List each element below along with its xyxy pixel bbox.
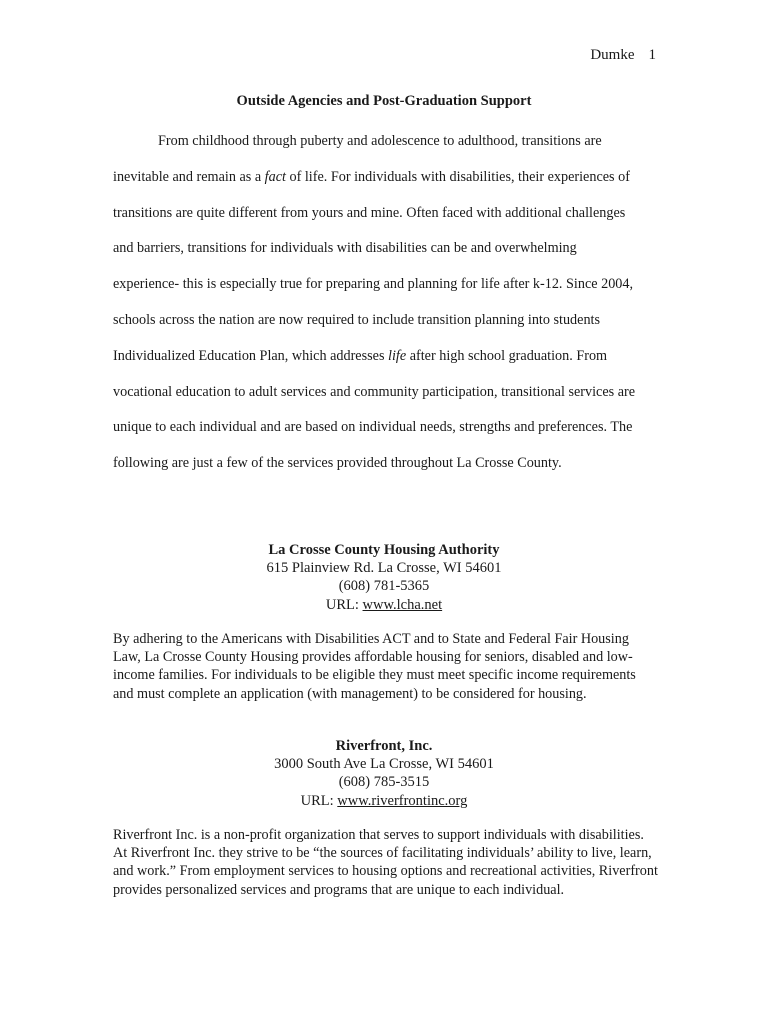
agency-url-line (0, 792, 768, 810)
intro-emphasis-fact: fact (264, 168, 286, 185)
agency-url-link[interactable]: www.lcha.net (362, 596, 443, 613)
agency-phone: (608) 785-3515 (338, 774, 430, 791)
agency-url-label: URL: (325, 596, 363, 613)
agency-address: 3000 South Ave La Crosse, WI 54601 (274, 756, 494, 773)
agency-name: Riverfront, Inc. (335, 738, 433, 754)
agency-name: La Crosse County Housing Authority (268, 542, 500, 558)
intro-text-part3: after high school graduation. From vocational education to adult services and community participation, transitional services are unique to each individual and are based on individual needs, strengths and preferences. The following are just a few of the services provided throughout La Crosse County. (113, 347, 636, 472)
intro-paragraph (113, 124, 645, 482)
agency-url-link[interactable]: www.riverfrontinc.org (337, 792, 468, 809)
page-number: 1 (648, 47, 656, 63)
agency-block-riverfront (0, 737, 768, 810)
running-header (590, 47, 656, 64)
intro-emphasis-life: life (388, 347, 407, 364)
agency-phone: (608) 781-5365 (338, 578, 430, 595)
agency-url-line (0, 596, 768, 614)
header-author: Dumke (590, 47, 635, 63)
agency-url-label: URL: (300, 792, 338, 809)
agency-description-housing-authority (113, 630, 658, 703)
intro-section (113, 124, 645, 482)
agency-description-riverfront (113, 826, 658, 899)
agency-address: 615 Plainview Rd. La Crosse, WI 54601 (266, 560, 502, 577)
agency-description-text: By adhering to the Americans with Disabilities ACT and to State and Federal Fair Housing Law, La Crosse County Housing provides affordable housing for seniors, disabled and low-income families. For individuals to be eligible they must meet specific income requirements and must complete an application (with management) to be considered for housing. (113, 631, 636, 702)
agency-description-text: Riverfront Inc. is a non-profit organization that serves to support individuals with disabilities. At Riverfront Inc. they strive to be “the sources of facilitating individuals’ ability to live, learn, and work.” From employment services to housing options and recreational activities, Riverfront provides personalized services and programs that are unique to each individual. (113, 827, 658, 898)
document-title: Outside Agencies and Post-Graduation Support (236, 93, 532, 109)
agency-block-housing-authority (0, 541, 768, 614)
intro-text-part1: From childhood through puberty and adolescence to adulthood, transitions are inevitable and remain as a (113, 133, 602, 185)
intro-text-part2: of life. For individuals with disabilities, their experiences of transitions are quite different from yours and mine. Often faced with additional challenges and barriers, transitions for individuals with disabilities can be and overwhelming experience- this is especially true for preparing and planning for life after k-12. Since 2004, schools across the nation are now required to include transition planning into students Individualized Education Plan, which addresses (113, 168, 634, 364)
